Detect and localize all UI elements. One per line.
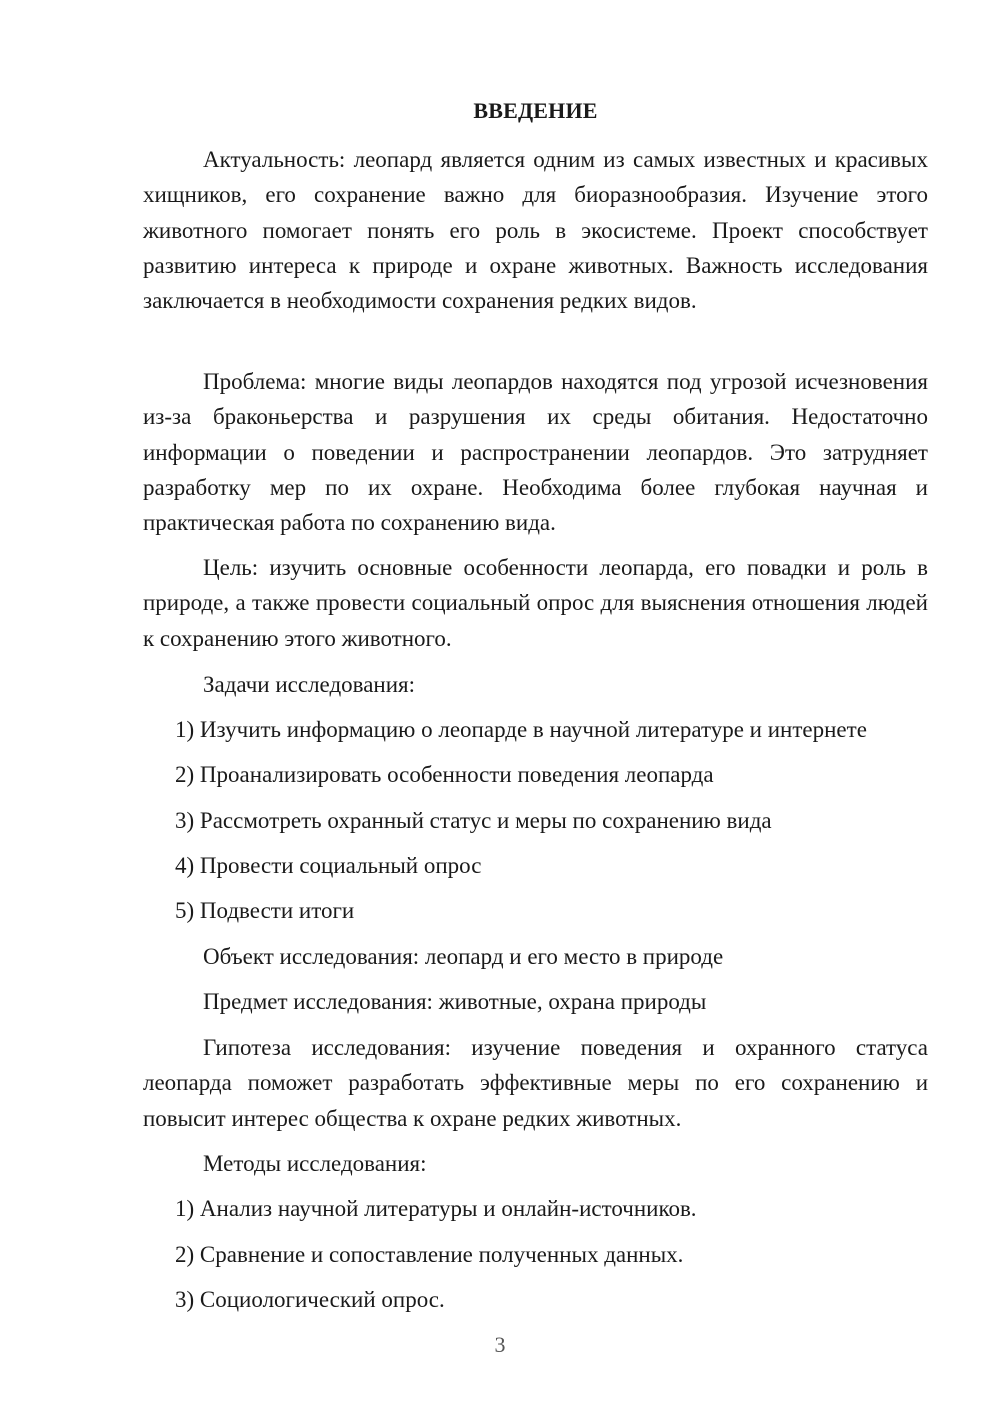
problem-paragraph: Проблема: многие виды леопардов находятся под угрозой исчезновения из-за браконьерства и разрушения их среды обитания. Недостаточно информации о поведении и распространении леопардов. Это затрудняет разработку мер по их охране. Необходима более глубокая научная и практическая работа по сохранению вида. bbox=[143, 369, 928, 536]
object-line: Объект исследования: леопард и его место в природе bbox=[203, 944, 724, 969]
page-number: 3 bbox=[494, 1332, 506, 1357]
method-item: 2) Сравнение и сопоставление полученных данных. bbox=[175, 1242, 684, 1267]
method-item: 3) Социологический опрос. bbox=[175, 1287, 445, 1312]
task-item: 3) Рассмотреть охранный статус и меры по сохранению вида bbox=[175, 808, 772, 833]
method-item: 1) Анализ научной литературы и онлайн-источников. bbox=[175, 1196, 697, 1221]
goal-paragraph: Цель: изучить основные особенности леопарда, его повадки и роль в природе, а также провести социальный опрос для выяснения отношения людей к сохранению этого животного. bbox=[143, 555, 928, 651]
tasks-heading: Задачи исследования: bbox=[203, 672, 416, 697]
task-item: 1) Изучить информацию о леопарде в научной литературе и интернете bbox=[175, 717, 867, 742]
task-item: 5) Подвести итоги bbox=[175, 898, 355, 923]
page-title: ВВЕДЕНИЕ bbox=[473, 98, 598, 123]
relevance-paragraph: Актуальность: леопард является одним из самых известных и красивых хищников, его сохранение важно для биоразнообразия. Изучение этого животного помогает понять его роль в экосистеме. Проект способствует развитию интереса к природе и охране животных. Важность исследования заключается в необходимости сохранения редких видов. bbox=[143, 147, 928, 314]
task-item: 2) Проанализировать особенности поведения леопарда bbox=[175, 762, 714, 787]
methods-heading: Методы исследования: bbox=[203, 1151, 427, 1176]
hypothesis-paragraph: Гипотеза исследования: изучение поведения и охранного статуса леопарда поможет разработать эффективные меры по его сохранению и повысит интерес общества к охране редких животных. bbox=[143, 1035, 928, 1131]
task-item: 4) Провести социальный опрос bbox=[175, 853, 482, 878]
subject-line: Предмет исследования: животные, охрана природы bbox=[203, 989, 707, 1014]
